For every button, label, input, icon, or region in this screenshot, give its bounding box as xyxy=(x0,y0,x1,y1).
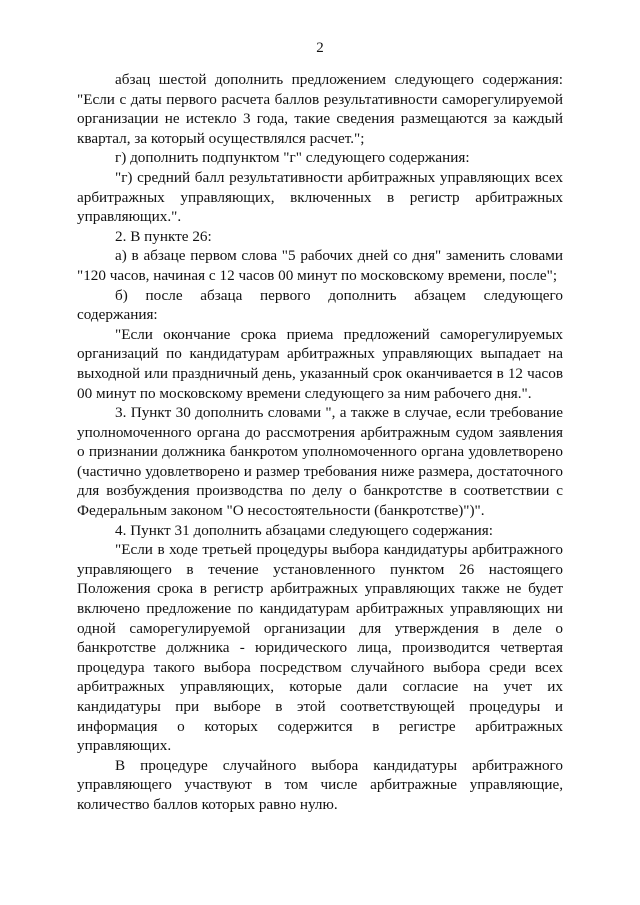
document-body xyxy=(77,70,563,815)
paragraph-abzac-shestoy: абзац шестой дополнить предложением следующего содержания: "Если с даты первого расчета баллов результативности саморегулируемой организации не истекло 3 года, такие сведения размещаются за каждый квартал, за который осуществлялся расчет."; xyxy=(77,71,563,147)
paragraph-31-text-2: В процедуре случайного выбора кандидатуры арбитражного управляющего участвуют в том числе арбитражные управляющие, количество баллов которых равно нулю. xyxy=(77,756,563,813)
paragraph-punkt-30: 3. Пункт 30 дополнить словами ", а также в случае, если требование уполномоченного органа до рассмотрения арбитражным судом заявления о признании должника банкротом уполномоченного органа удовлетворено (частично удовлетворено и размер требования ниже размера, достаточного для возбуждения производства по делу о банкротстве в соответствии с Федеральным законом "О несостоятельности (банкротстве)")". xyxy=(77,404,563,520)
paragraph-26-b-text: "Если окончание срока приема предложений саморегулируемых организаций по кандидатурам арбитражных управляющих выпадает на выходной или праздничный день, указанный срок оканчивается в 12 часов 00 минут по московскому времени следующего за ним рабочего дня.". xyxy=(77,325,563,402)
paragraph-g-text: "г) средний балл результативности арбитражных управляющих всех арбитражных управляющих, включенных в регистр арбитражных управляющих.". xyxy=(77,168,563,226)
paragraph-punkt-31: 4. Пункт 31 дополнить абзацами следующего содержания: xyxy=(115,521,493,539)
paragraph-podpunkt-g: г) дополнить подпунктом "г" следующего содержания: xyxy=(115,149,470,167)
paragraph-31-text-1: "Если в ходе третьей процедуры выбора кандидатуры арбитражного управляющего в течение установленного пунктом 26 настоящего Положения срока в регистр арбитражных управляющих также не будет включено предложение по кандидатурам арбитражных управляющих ни одной саморегулируемой организации для утверждения в деле о банкротстве должника - юридического лица, производится четвертая процедура такого выбора посредством случайного выбора среди всех арбитражных управляющих, которые дали согласие на учет их кандидатуры при выборе в этой соответствующей процедуры и информация о которых содержится в регистре арбитражных управляющих. xyxy=(77,541,563,755)
paragraph-26-b: б) после абзаца первого дополнить абзацем следующего содержания: xyxy=(77,286,563,324)
paragraph-punkt-26: 2. В пункте 26: xyxy=(115,227,212,245)
page-number: 2 xyxy=(316,40,324,56)
paragraph-26-a: а) в абзаце первом слова "5 рабочих дней со дня" заменить словами "120 часов, начиная с 12 часов 00 минут по московскому времени, после"; xyxy=(77,247,563,284)
